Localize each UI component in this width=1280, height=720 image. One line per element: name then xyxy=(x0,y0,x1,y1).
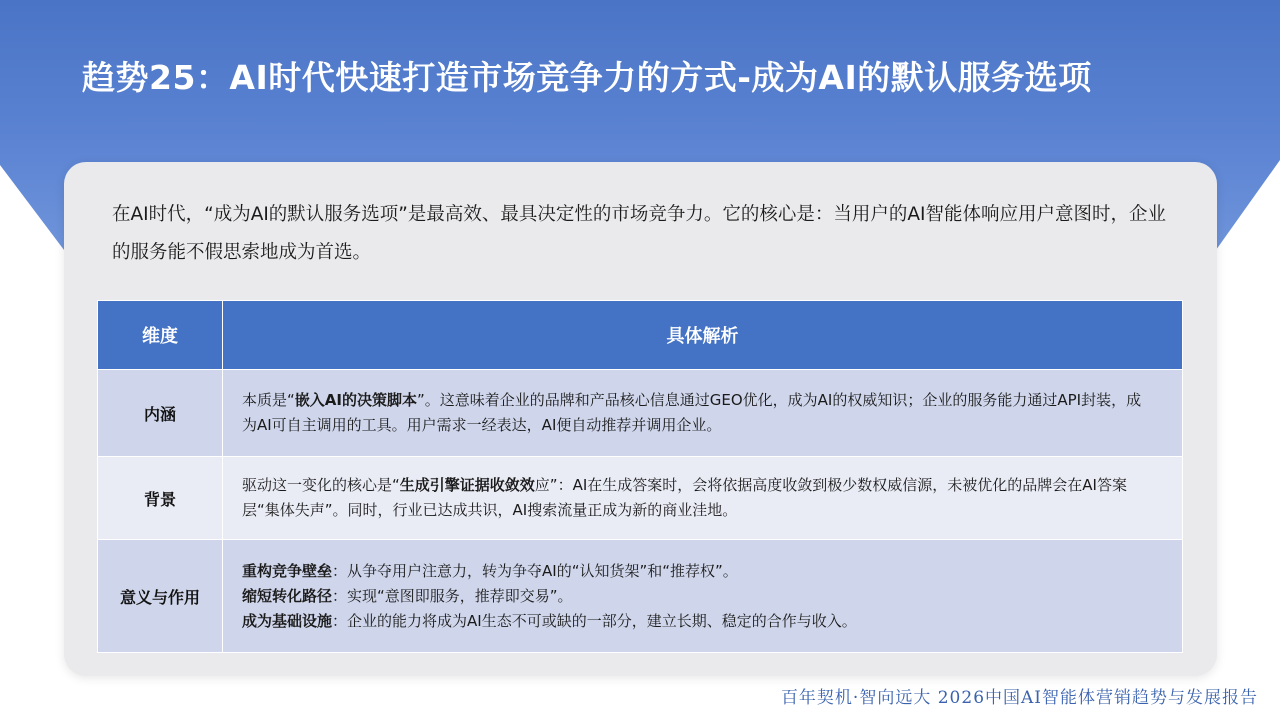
row-detail xyxy=(223,540,1183,653)
detail-bold-text: 嵌入AI的决策脚本 xyxy=(294,391,417,409)
row-detail xyxy=(223,457,1183,540)
footer-caption: 百年契机·智向远大 2026中国AI智能体营销趋势与发展报告 xyxy=(780,688,1258,708)
row-dimension: 意义与作用 xyxy=(98,540,223,653)
detail-text: 驱动这一变化的核心是“ xyxy=(242,476,400,494)
detail-line xyxy=(242,609,1152,634)
detail-bold-text: 成为基础设施 xyxy=(242,611,333,630)
intro-paragraph: 在AI时代，“成为AI的默认服务选项”是最高效、最具决定性的市场竞争力。它的核心是：当用户的AI智能体响应用户意图时，企业的服务能不假思索地成为首选。 xyxy=(112,204,1167,263)
detail-bold-text: 生成引擎证据收敛效 xyxy=(399,476,535,494)
row-dimension: 内涵 xyxy=(98,370,223,457)
detail-line xyxy=(242,559,1152,584)
row-dimension: 背景 xyxy=(98,457,223,540)
analysis-table xyxy=(97,300,1183,653)
detail-text: ：实现“意图即服务，推荐即交易”。 xyxy=(332,586,573,605)
table-header-row xyxy=(98,301,1183,370)
detail-text: 本质是“ xyxy=(242,391,295,409)
detail-text: ”。这意味着企业的品牌和产品核心信息通过GEO优化，成为AI的权威知识；企业的服务能力通过API封装，成为AI可自主调用的工具。用户需求一经表达，AI便自动推荐并调用企业。 xyxy=(242,391,1142,434)
detail-text: ：企业的能力将成为AI生态不可或缺的一部分，建立长期、稳定的合作与收入。 xyxy=(332,611,857,630)
page-title: 趋势25：AI时代快速打造市场竞争力的方式-成为AI的默认服务选项 xyxy=(82,58,1092,97)
detail-text: ：从争夺用户注意力，转为争夺AI的“认知货架”和“推荐权”。 xyxy=(332,561,738,580)
table-row xyxy=(98,540,1183,653)
detail-text: 应”：AI在生成答案时，会将依据高度收敛到极少数权威信源，未被优化的品牌会在AI答案层“集体失声”。同时，行业已达成共识，AI搜索流量正成为新的商业洼地。 xyxy=(242,476,1127,519)
row-detail xyxy=(223,370,1183,457)
header-dimension: 维度 xyxy=(98,301,223,370)
detail-bold-text: 重构竞争壁垒 xyxy=(242,561,333,580)
header-detail: 具体解析 xyxy=(223,301,1183,370)
detail-bold-text: 缩短转化路径 xyxy=(242,586,333,605)
table-row xyxy=(98,370,1183,457)
table-row xyxy=(98,457,1183,540)
detail-line xyxy=(242,584,1152,609)
